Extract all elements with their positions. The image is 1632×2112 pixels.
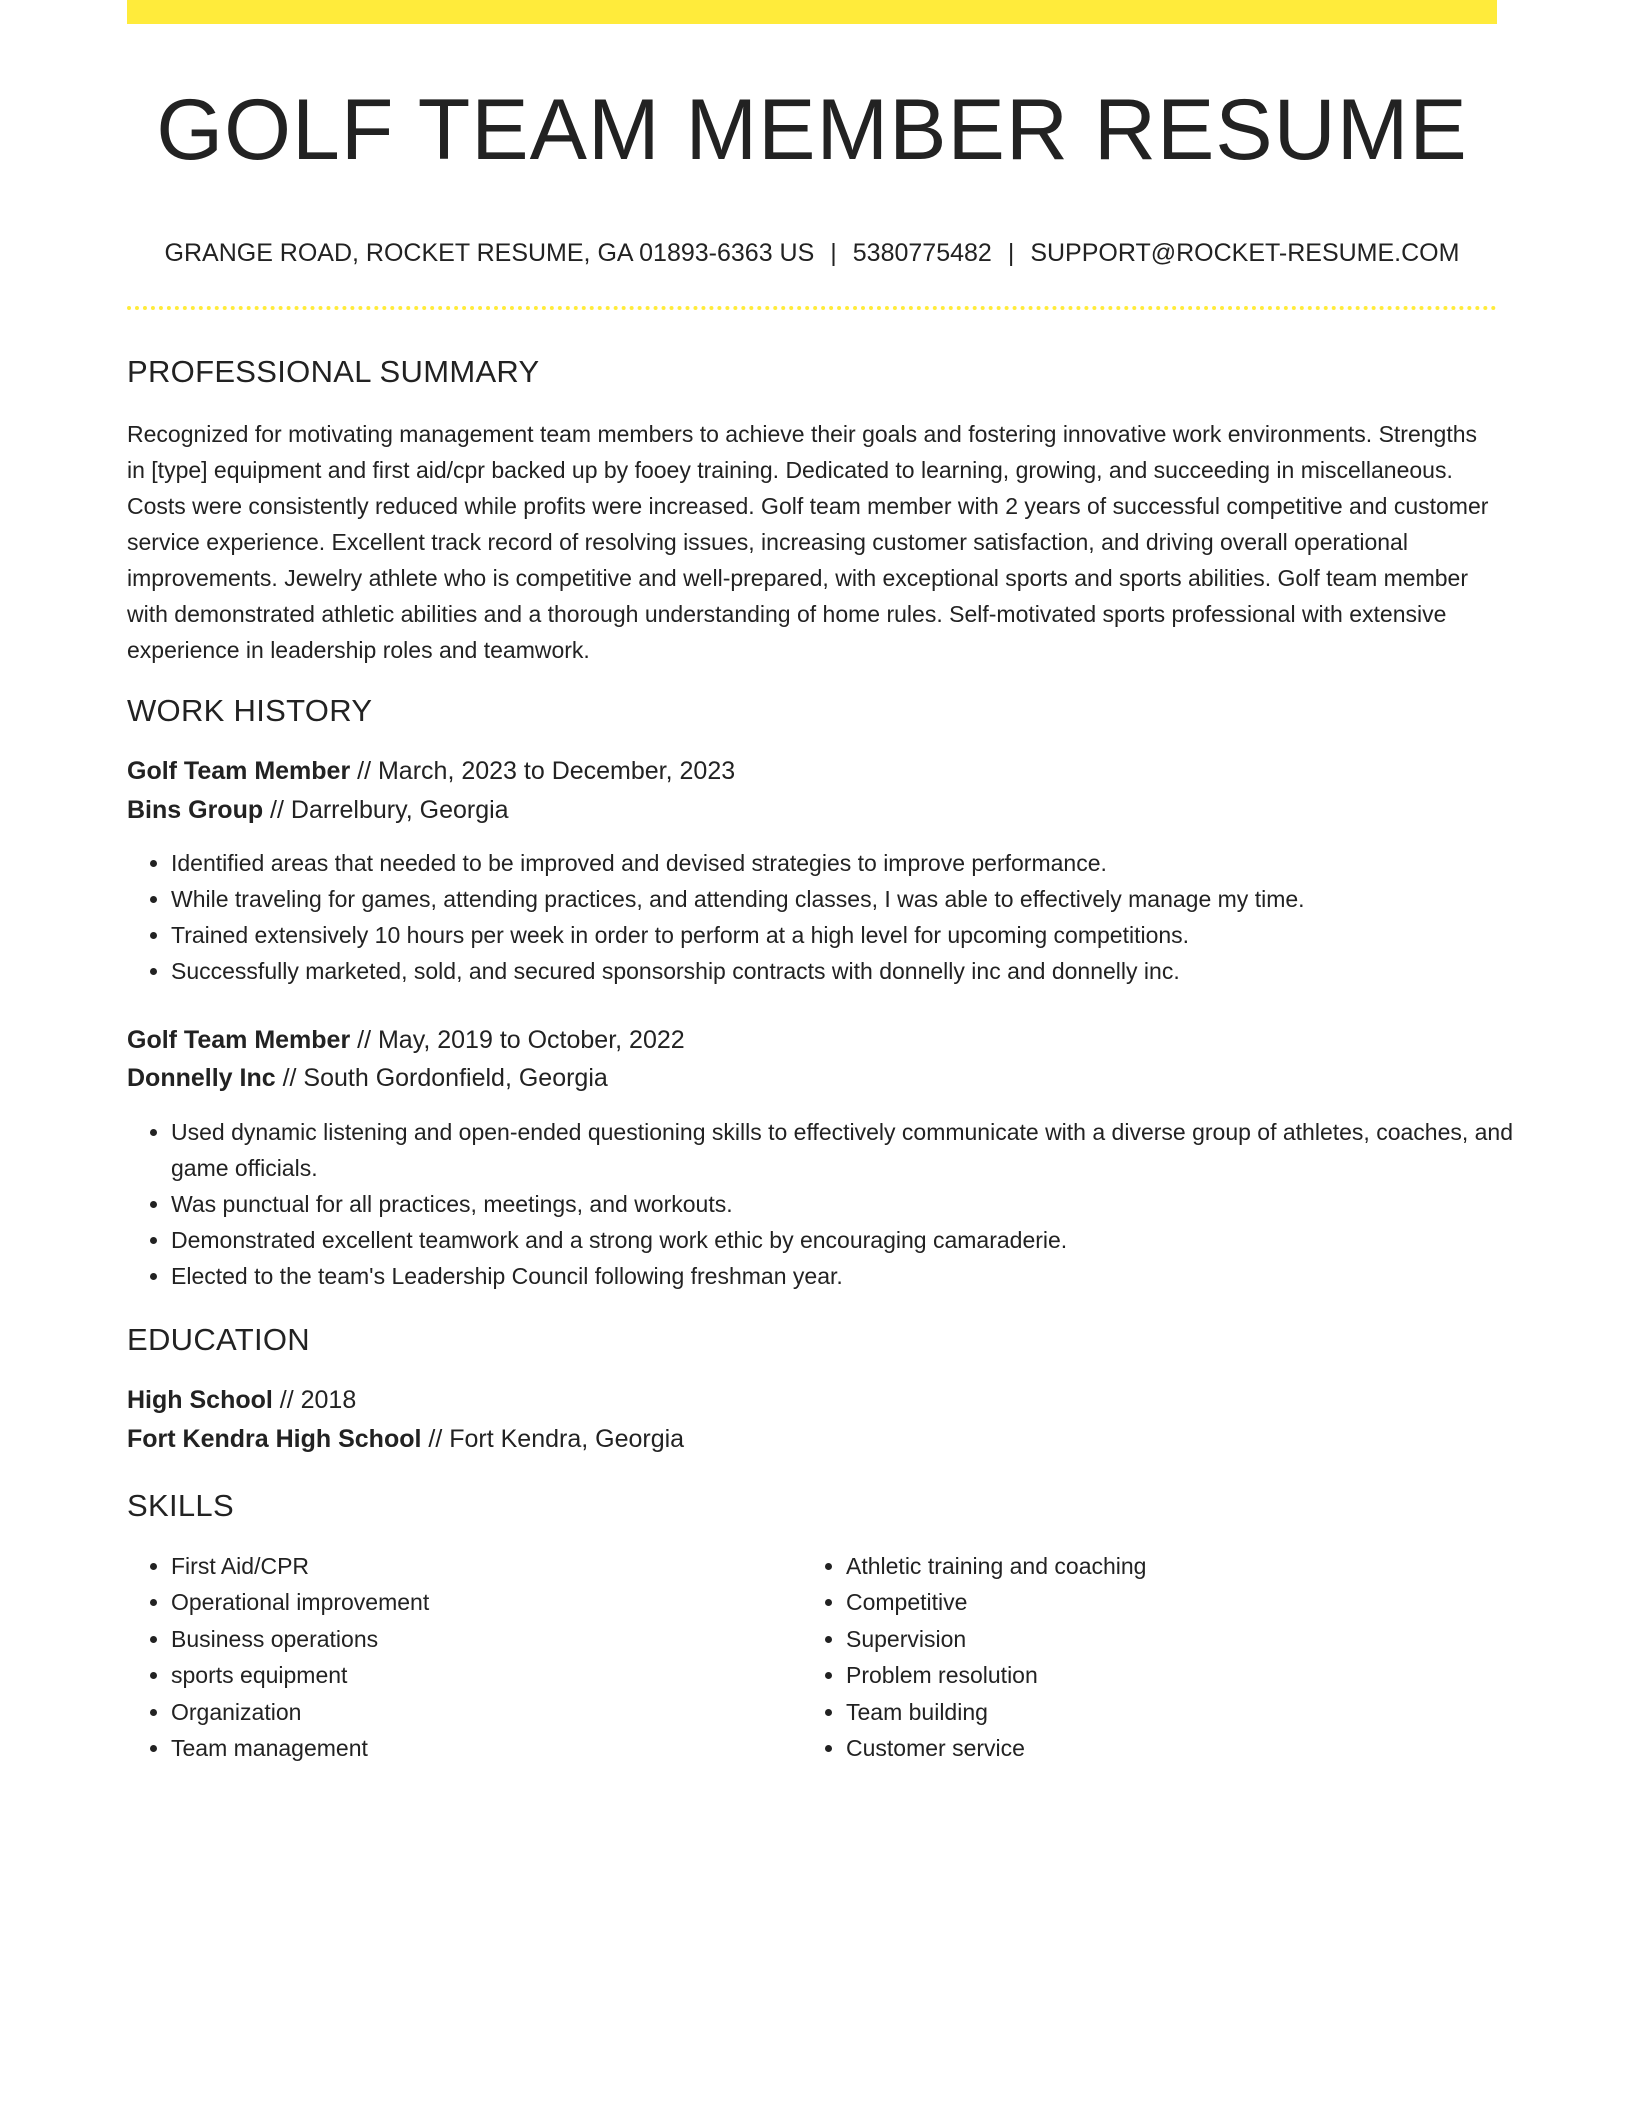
list-item: • Successfully marketed, sold, and secured sponsorship contracts with donnelly inc and donnelly inc. [171, 953, 1541, 989]
list-item: • sports equipment [171, 1657, 811, 1693]
education-degree-line [127, 1383, 1497, 1417]
education-heading: EDUCATION [127, 1322, 310, 1357]
list-item: • Problem resolution [846, 1657, 1486, 1693]
summary-heading: PROFESSIONAL SUMMARY [127, 354, 540, 389]
list-item: • Business operations [171, 1621, 811, 1657]
list-item: • Operational improvement [171, 1584, 811, 1620]
list-item: • Identified areas that needed to be improved and devised strategies to improve performance. [171, 845, 1541, 881]
list-item: • Team building [846, 1694, 1486, 1730]
list-item: • Competitive [846, 1584, 1486, 1620]
list-item: • Team management [171, 1730, 811, 1766]
dotted-divider [127, 306, 1497, 310]
skills-heading: SKILLS [127, 1488, 234, 1523]
phone: 5380775482 [852, 239, 992, 267]
education-degree: High School [127, 1386, 273, 1414]
email: SUPPORT@ROCKET-RESUME.COM [1030, 239, 1460, 267]
job-location: // Darrelbury, Georgia [263, 796, 509, 824]
job-role: Golf Team Member [127, 757, 351, 785]
list-item: • Used dynamic listening and open-ended questioning skills to effectively communicate with a diverse group of athletes, coaches, and game officials. [171, 1114, 1541, 1186]
education-school: Fort Kendra High School [127, 1425, 422, 1453]
list-item: • Trained extensively 10 hours per week in order to perform at a high level for upcoming competitions. [171, 917, 1541, 953]
education-location: // Fort Kendra, Georgia [421, 1425, 685, 1453]
job-company-line [127, 1061, 1497, 1095]
job-bullets [127, 845, 1541, 989]
education-school-line [127, 1422, 1497, 1456]
job-dates: // May, 2019 to October, 2022 [350, 1026, 685, 1054]
skills-list-right [802, 1548, 1486, 1766]
job-company-line [127, 793, 1497, 827]
work-history-heading: WORK HISTORY [127, 693, 373, 728]
list-item: • Demonstrated excellent teamwork and a strong work ethic by encouraging camaraderie. [171, 1222, 1541, 1258]
accent-bar [127, 0, 1497, 24]
job-role: Golf Team Member [127, 1026, 351, 1054]
list-item: • Customer service [846, 1730, 1486, 1766]
list-item: • While traveling for games, attending practices, and attending classes, I was able to effectively manage my time. [171, 881, 1541, 917]
list-item: • First Aid/CPR [171, 1548, 811, 1584]
job-company: Donnelly Inc [127, 1064, 276, 1092]
job-dates: // March, 2023 to December, 2023 [350, 757, 736, 785]
list-item: • Organization [171, 1694, 811, 1730]
resume-title: GOLF TEAM MEMBER RESUME [156, 82, 1468, 178]
job-title-line [127, 754, 1497, 788]
summary-text: Recognized for motivating management team members to achieve their goals and fostering innovative work environments. Strengths in [type] equipment and first aid/cpr backed up by fooey training. Dedicated to learning, growing, and succeeding in miscellaneous. Costs were consistently reduced while profits were increased. Golf team member with 2 years of successful competitive and customer service experience. Excellent track record of resolving issues, increasing customer satisfaction, and driving overall operational improvements. Jewelry athlete who is competitive and well-prepared, with exceptional sports and sports abilities. Golf team member with demonstrated athletic abilities and a thorough understanding of home rules. Self-motivated sports professional with extensive experience in leadership roles and teamwork. [127, 421, 1489, 663]
list-item: • Supervision [846, 1621, 1486, 1657]
job-company: Bins Group [127, 796, 264, 824]
address: GRANGE ROAD, ROCKET RESUME, GA 01893-6363 US [164, 239, 815, 267]
contact-separator: | [830, 239, 837, 267]
list-item: • Athletic training and coaching [846, 1548, 1486, 1584]
contact-separator: | [1007, 239, 1015, 267]
job-bullets [127, 1114, 1541, 1294]
contact-line [127, 236, 1497, 270]
skills-list-left [127, 1548, 811, 1766]
list-item: • Elected to the team's Leadership Council following freshman year. [171, 1258, 1541, 1294]
list-item: • Was punctual for all practices, meetings, and workouts. [171, 1186, 1541, 1222]
job-location: // South Gordonfield, Georgia [275, 1064, 608, 1092]
education-year: // 2018 [272, 1386, 357, 1414]
job-title-line [127, 1023, 1497, 1057]
